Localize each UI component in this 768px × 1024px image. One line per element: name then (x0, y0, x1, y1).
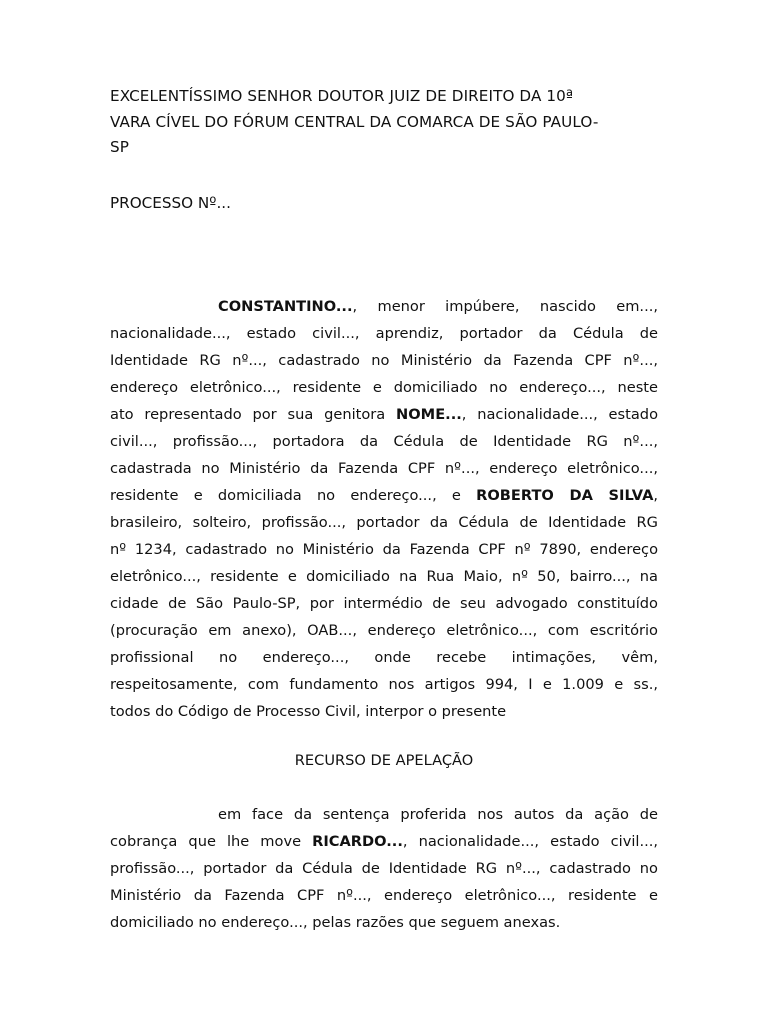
paragraph-line (110, 401, 658, 428)
paragraph-line (110, 828, 658, 855)
paragraph-line: profissional no endereço..., onde recebe intimações, vêm, (110, 649, 658, 666)
paragraph-line: respeitosamente, com fundamento nos artigos 994, I e 1.009 e ss., (110, 676, 658, 693)
paragraph-line: brasileiro, solteiro, profissão..., portador da Cédula de Identidade RG (110, 514, 658, 531)
parties-paragraph (110, 293, 658, 725)
section-title-text: RECURSO DE APELAÇÃO (294, 752, 474, 769)
document-addressee-header (110, 84, 662, 161)
paragraph-line: Identidade RG nº..., cadastrado no Ministério da Fazenda CPF nº..., (110, 352, 658, 369)
paragraph-line: cadastrada no Ministério da Fazenda CPF nº..., endereço eletrônico..., (110, 460, 658, 477)
line-text: , menor impúbere, nascido em..., (352, 298, 658, 315)
line-text: residente e domiciliada no endereço..., e (110, 487, 477, 504)
header-line: EXCELENTÍSSIMO SENHOR DOUTOR JUIZ DE DIREITO DA 10ª (110, 87, 574, 105)
paragraph-line: civil..., profissão..., portadora da Cédula de Identidade RG nº..., (110, 433, 658, 450)
paragraph-line: em face da sentença proferida nos autos da ação de (218, 806, 658, 823)
paragraph-line: (procuração em anexo), OAB..., endereço eletrônico..., com escritório (110, 622, 658, 639)
paragraph-line: profissão..., portador da Cédula de Identidade RG nº..., cadastrado no (110, 860, 658, 877)
paragraph-line: cidade de São Paulo-SP, por intermédio de seu advogado constituído (110, 595, 658, 612)
paragraph-line: endereço eletrônico..., residente e domiciliado no endereço..., neste (110, 379, 658, 396)
paragraph-line: nº 1234, cadastrado no Ministério da Fazenda CPF nº 7890, endereço (110, 541, 658, 558)
line-text: cobrança que lhe move (110, 833, 313, 850)
paragraph-line: nacionalidade..., estado civil..., aprendiz, portador da Cédula de (110, 325, 658, 342)
section-title (0, 748, 768, 773)
appellant-name: CONSTANTINO... (218, 298, 353, 315)
line-text: , nacionalidade..., estado civil..., (402, 833, 658, 850)
respondent-name: RICARDO... (312, 833, 403, 850)
paragraph-line: Ministério da Fazenda CPF nº..., endereço eletrônico..., residente e (110, 887, 658, 904)
header-line: SP (110, 138, 129, 157)
line-text: , (653, 487, 658, 504)
paragraph-line: domiciliado no endereço..., pelas razões que seguem anexas. (110, 914, 561, 931)
paragraph-line (110, 482, 658, 509)
paragraph-line (110, 293, 658, 320)
line-text: , nacionalidade..., estado (461, 406, 658, 423)
guardian-name: NOME... (396, 406, 462, 423)
process-number: PROCESSO Nº... (110, 194, 231, 212)
paragraph-line: eletrônico..., residente e domiciliado na Rua Maio, nº 50, bairro..., na (110, 568, 658, 585)
respondent-paragraph (110, 801, 658, 936)
header-line: VARA CÍVEL DO FÓRUM CENTRAL DA COMARCA DE SÃO PAULO- (110, 112, 599, 131)
paragraph-line: todos do Código de Processo Civil, interpor o presente (110, 703, 507, 720)
line-text: ato representado por sua genitora (110, 406, 397, 423)
co-appellant-name: ROBERTO DA SILVA (476, 487, 654, 504)
